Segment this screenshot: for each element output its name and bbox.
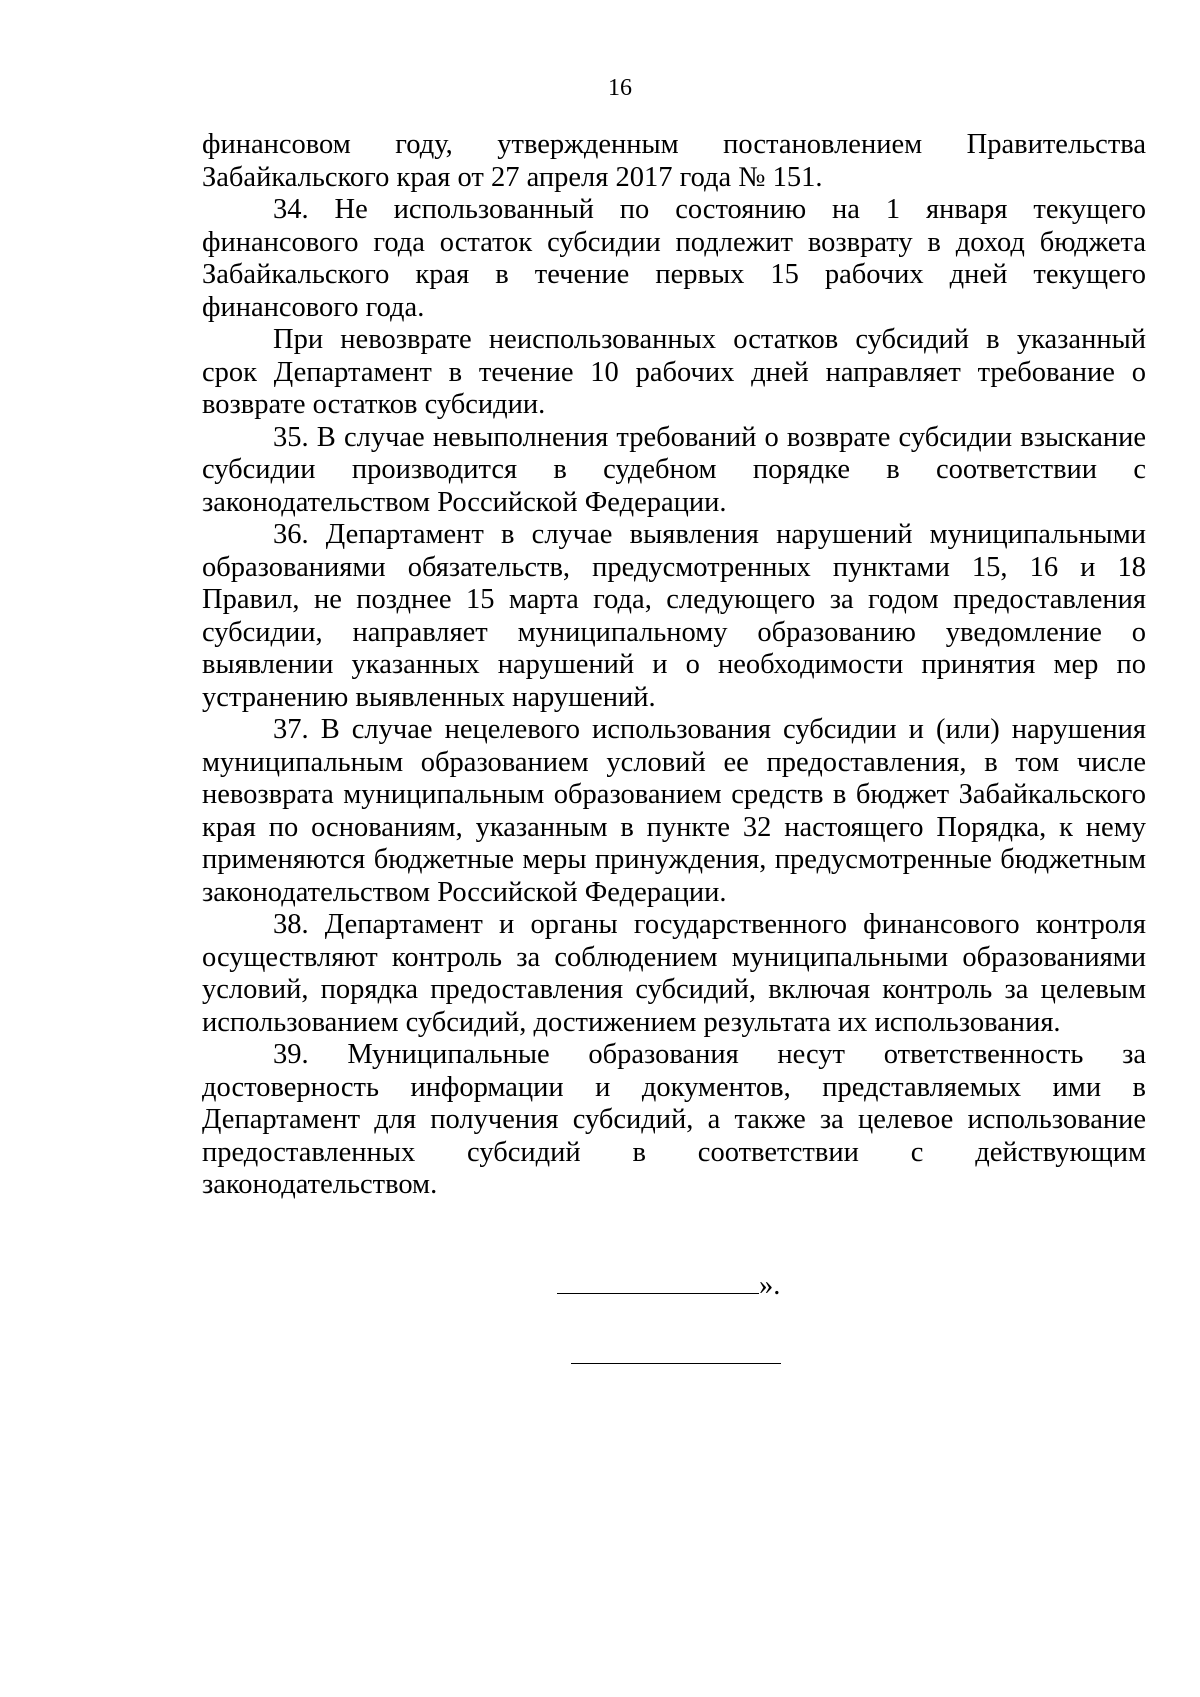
paragraph-item-37: 37. В случае нецелевого использования субсидии и (или) нарушения муниципальным образованием условий ее предоставления, в том числе невозврата муниципальным образованием средств в бюджет Забайкальского края по основаниям, указанным в пункте 32 настоящего Порядка, к нему применяются бюджетные меры принуждения, предусмотренные бюджетным законодательством Российской Федерации. — [202, 714, 1146, 908]
paragraph-item-35: 35. В случае невыполнения требований о возврате субсидии взыскание субсидии производится в судебном порядке в соответствии с законодательством Российской Федерации. — [202, 421, 1146, 518]
paragraph-continuation: финансовом году, утвержденным постановлением Правительства Забайкальского края от 27 апреля 2017 года № 151. — [202, 129, 1146, 193]
paragraph-item-38: 38. Департамент и органы государственного финансового контроля осуществляют контроль за соблюдением муниципальными образованиями условий, порядка предоставления субсидий, включая контроль за целевым использованием субсидий, достижением результата их использования. — [202, 909, 1146, 1038]
paragraph-item-34-part-2: При невозврате неиспользованных остатков субсидий в указанный срок Департамент в течение 10 рабочих дней направляет требование о возврате остатков субсидии. — [202, 324, 1146, 420]
document-body — [202, 129, 1146, 1202]
paragraph-item-36: 36. Департамент в случае выявления нарушений муниципальными образованиями обязательств, предусмотренных пунктами 15, 16 и 18 Правил, не позднее 15 марта года, следующего за годом предоставления субсидии, направляет муниципальному образованию уведомление о выявлении указанных нарушений и о необходимости принятия мер по устранению выявленных нарушений. — [202, 519, 1146, 713]
paragraph-item-34: 34. Не использованный по состоянию на 1 января текущего финансового года остаток субсидии подлежит возврату в доход бюджета Забайкальского края в течение первых 15 рабочих дней текущего финансового года. — [202, 194, 1146, 323]
paragraph-item-39: 39. Муниципальные образования несут ответственность за достоверность информации и документов, представляемых ими в Департамент для получения субсидий, а также за целевое использование предоставленных субсидий в соответствии с действующим законодательством. — [202, 1039, 1146, 1200]
end-separator-line — [571, 1363, 781, 1364]
closing-underline — [557, 1271, 759, 1294]
page-number: 16 — [608, 75, 632, 101]
closing-quote-line — [557, 1270, 780, 1302]
closing-quote-mark: ». — [759, 1270, 781, 1301]
